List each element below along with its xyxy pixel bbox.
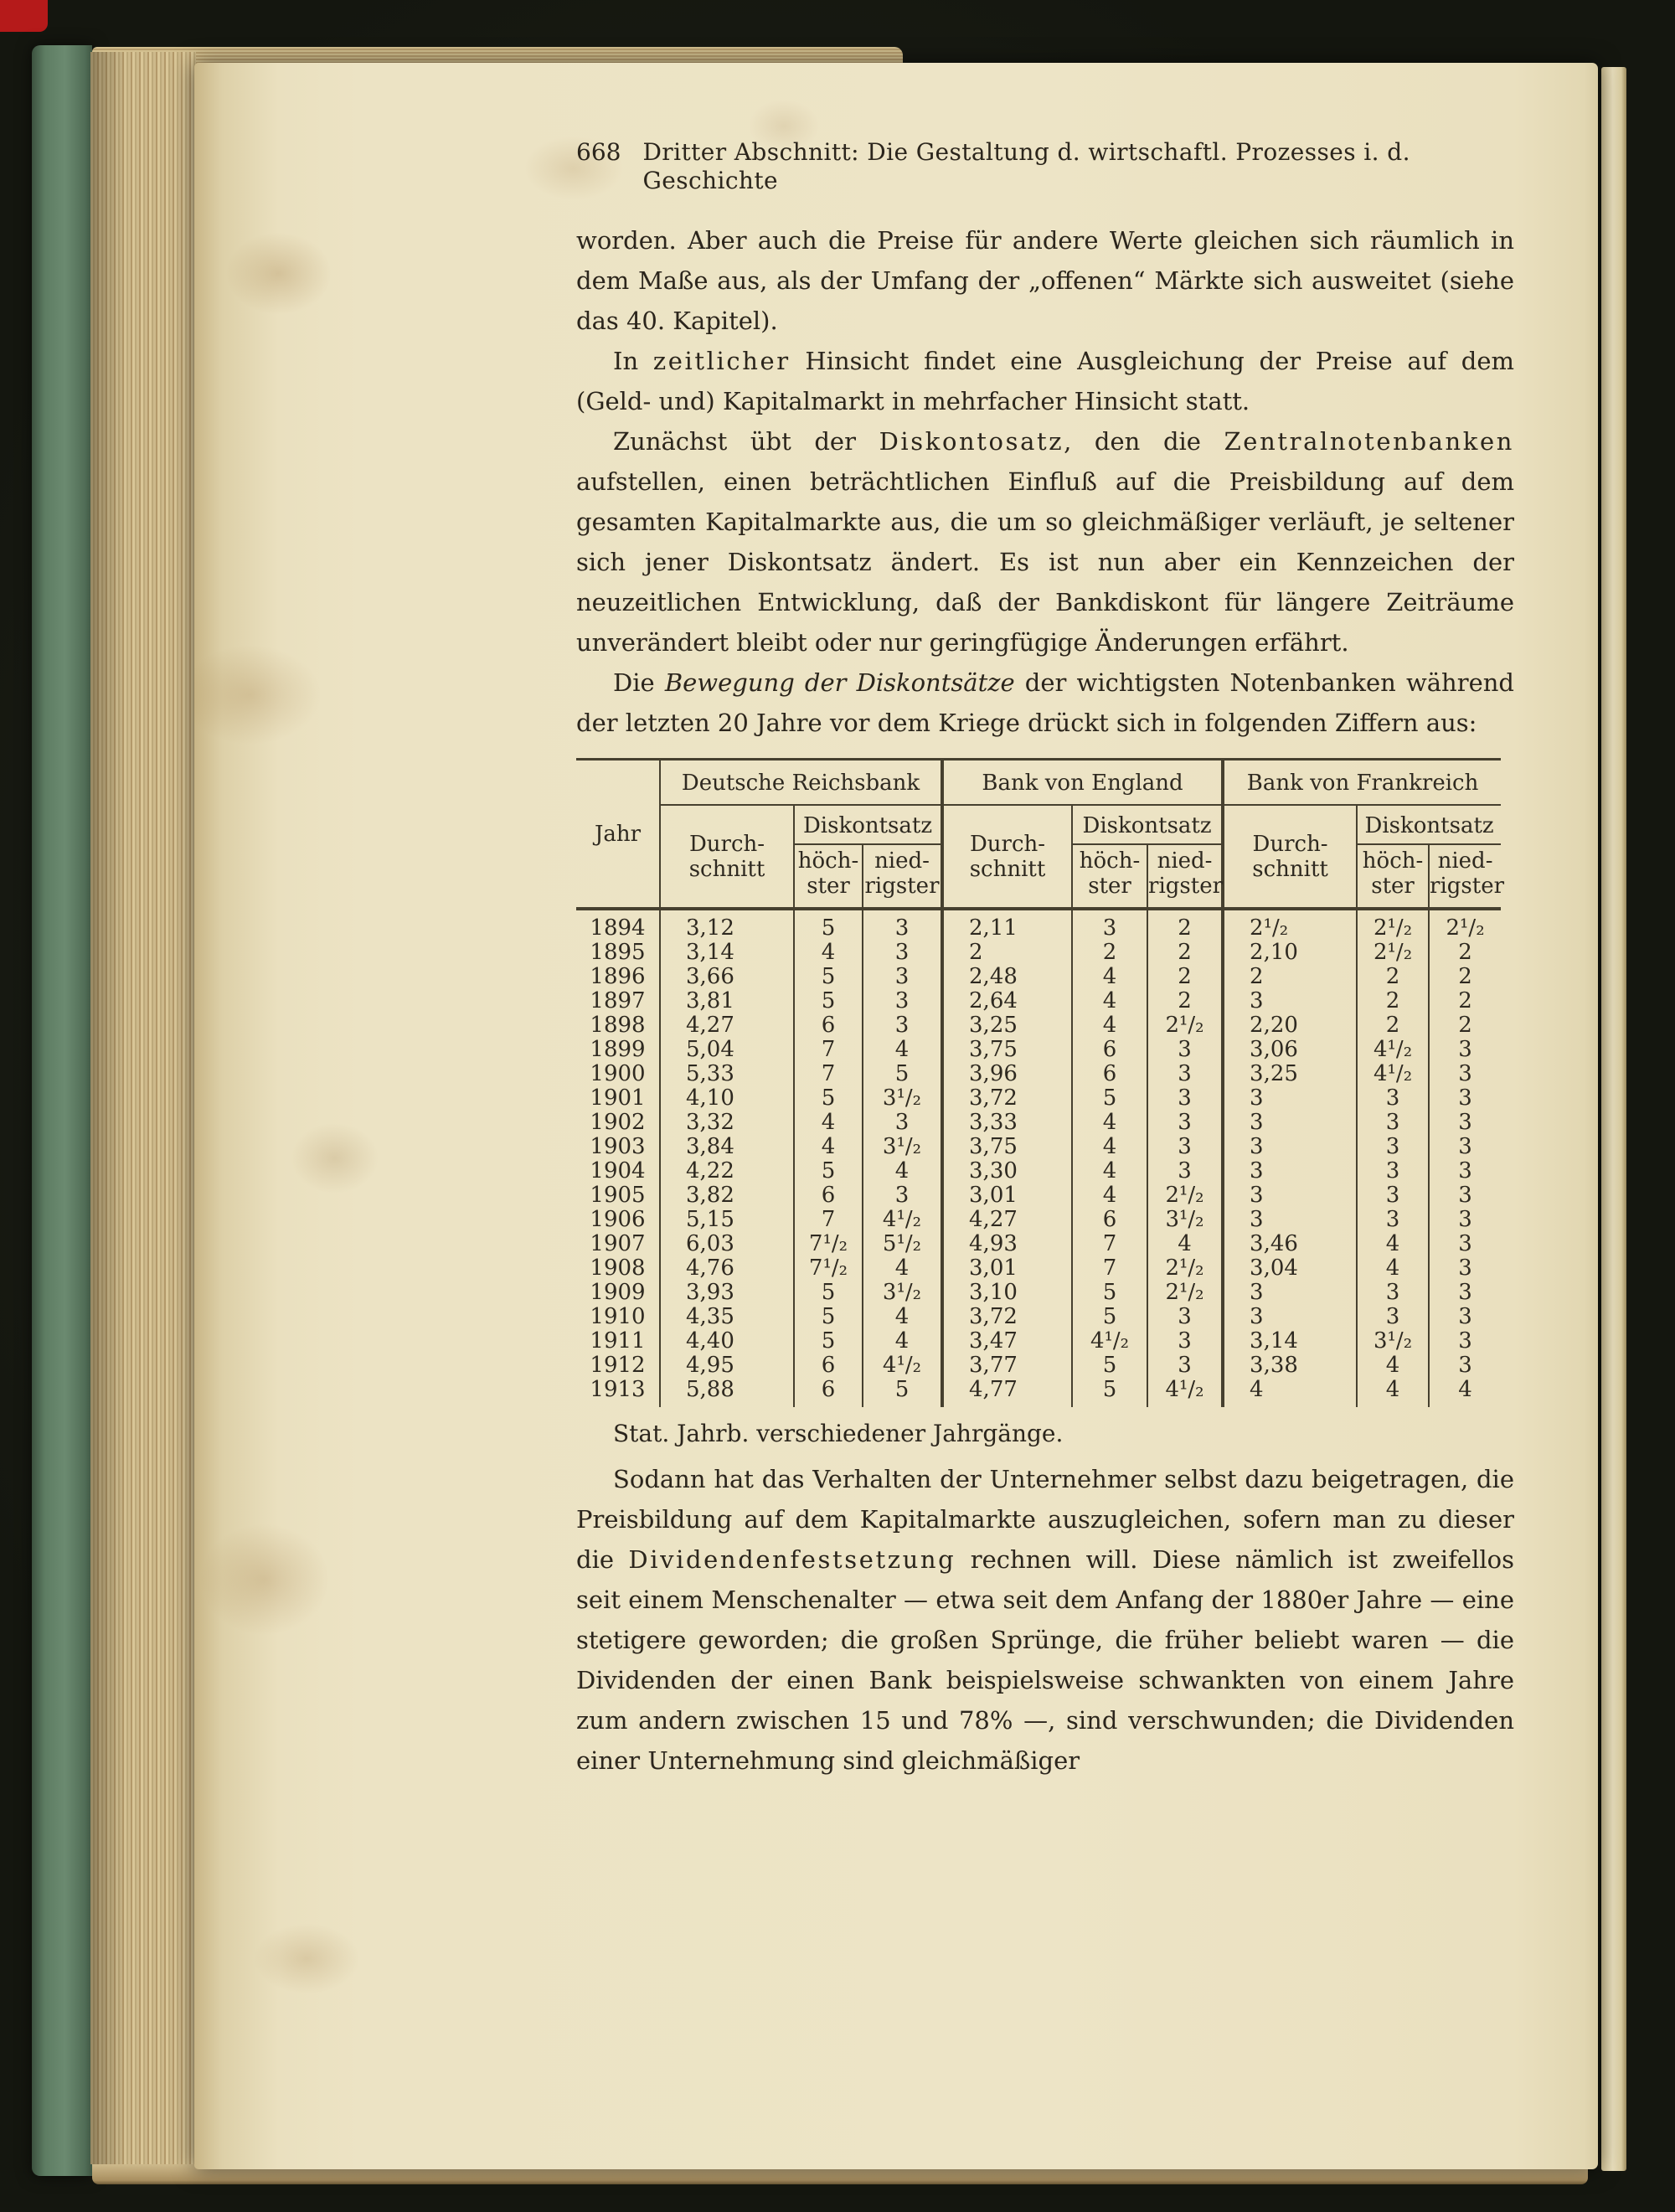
year-cell: 1910: [576, 1305, 660, 1329]
value-cell: 7: [794, 1062, 863, 1086]
table-row: [576, 1183, 1501, 1208]
value-cell: 2¹/₂: [1147, 1183, 1223, 1208]
value-cell: 3: [1357, 1208, 1429, 1232]
value-cell: 2: [1458, 964, 1472, 989]
col-group-frankreich: Bank von Frankreich: [1223, 760, 1501, 806]
text-segment: Diskontosatz: [879, 427, 1064, 456]
discount-table-body: [576, 909, 1501, 1407]
text-segment: Die: [613, 668, 665, 697]
year-cell: 1899: [576, 1038, 660, 1062]
value-cell: 2: [1147, 989, 1223, 1013]
value-cell: 4¹/₂: [863, 1353, 942, 1378]
value-cell: 3,75: [942, 1135, 1072, 1159]
text-segment: Zunächst übt der: [613, 427, 879, 456]
value-cell: 5: [1072, 1353, 1147, 1378]
value-cell: 2¹/₂: [1223, 909, 1357, 941]
value-cell: 3,01: [942, 1256, 1072, 1281]
col-header-durchschnitt: [942, 805, 1072, 909]
value-cell: 3: [1458, 1183, 1472, 1208]
value-cell: 2: [1147, 965, 1223, 989]
value-cell: 2: [1357, 1013, 1429, 1038]
value-cell: 3,96: [942, 1062, 1072, 1086]
year-cell: 1908: [576, 1256, 660, 1281]
value-cell: 3: [1458, 1134, 1472, 1159]
value-cell: 3,46: [1223, 1232, 1357, 1256]
text-segment: Bewegung der Diskontsätze: [664, 668, 1015, 697]
value-cell: 5: [1072, 1086, 1147, 1111]
value-cell: 3,25: [1223, 1062, 1357, 1086]
value-cell: 3,30: [942, 1159, 1072, 1183]
col-group-england: Bank von England: [942, 760, 1223, 806]
value-cell: 3¹/₂: [1147, 1208, 1223, 1232]
header-label-line: rigster: [1148, 874, 1224, 899]
value-cell: 2¹/₂: [1147, 1281, 1223, 1305]
year-cell: 1896: [576, 965, 660, 989]
value-cell: 3: [1357, 1111, 1429, 1135]
value-cell: 2: [1458, 988, 1472, 1013]
value-cell: 3: [1458, 1207, 1472, 1232]
value-cell: 2: [1357, 989, 1429, 1013]
value-cell: 6: [1072, 1038, 1147, 1062]
value-cell: 4: [794, 1111, 863, 1135]
col-header-hoechster: [794, 844, 863, 909]
table-row: [576, 1013, 1501, 1038]
value-cell: 4¹/₂: [1147, 1378, 1223, 1407]
value-cell: 5¹/₂: [863, 1232, 942, 1256]
value-cell: 3: [1147, 1086, 1223, 1111]
value-cell: 3: [863, 941, 942, 965]
book-cover-spine: [32, 45, 92, 2176]
value-cell: 4,27: [942, 1208, 1072, 1232]
header-label-line: höch-: [797, 848, 859, 874]
value-cell: 3: [1357, 1183, 1429, 1208]
value-cell: 3: [863, 965, 942, 989]
value-cell: 3,72: [942, 1086, 1072, 1111]
value-cell: 3: [1458, 1256, 1472, 1281]
text-segment: rechnen will. Diese nämlich ist zweifellos seit einem Menschenalter — etwa seit dem Anfang der 1880er Jahre — eine stetigere geworden; die großen Sprünge, die früher beliebt waren — die Dividenden der einen Bank beispielsweise schwankten von einem Jahre zum andern zwischen 15 und 78% —, sind verschwunden; die Dividenden einer Unternehmung sind gleichmäßiger: [576, 1545, 1514, 1775]
value-cell: 3,14: [660, 941, 794, 965]
value-cell: 3,84: [660, 1135, 794, 1159]
header-label-line: rigster: [1430, 874, 1505, 899]
value-cell: 4,10: [660, 1086, 794, 1111]
value-cell: 4,40: [660, 1329, 794, 1353]
value-cell: 3: [1458, 1353, 1472, 1378]
table-row: [576, 1062, 1501, 1086]
table-row: [576, 1038, 1501, 1062]
value-cell: 4,27: [660, 1013, 794, 1038]
value-cell: 4,93: [942, 1232, 1072, 1256]
value-cell: 3: [1147, 1111, 1223, 1135]
header-label-line: Durch-: [969, 831, 1046, 857]
value-cell: 3,33: [942, 1111, 1072, 1135]
value-cell: 3: [1147, 1038, 1223, 1062]
value-cell: 3,25: [942, 1013, 1072, 1038]
header-label-line: ster: [1088, 874, 1131, 899]
paragraph: [576, 663, 1514, 743]
value-cell: 5: [794, 1086, 863, 1111]
year-cell: 1901: [576, 1086, 660, 1111]
value-cell: 3: [1147, 1062, 1223, 1086]
value-cell: 3: [1223, 1183, 1357, 1208]
value-cell: 3: [1223, 1111, 1357, 1135]
value-cell: 3¹/₂: [1357, 1329, 1429, 1353]
year-cell: 1913: [576, 1378, 660, 1407]
value-cell: 3: [1147, 1353, 1223, 1378]
header-label-line: ster: [1371, 874, 1415, 899]
table-row: [576, 965, 1501, 989]
text-segment: zeitlicher: [652, 347, 791, 375]
value-cell: 2: [1147, 909, 1223, 941]
paragraph: [576, 1459, 1514, 1781]
value-cell: 4: [794, 1135, 863, 1159]
value-cell: 3: [1223, 989, 1357, 1013]
value-cell: 5: [1072, 1281, 1147, 1305]
value-cell: 3: [1458, 1304, 1472, 1329]
value-cell: 3: [863, 989, 942, 1013]
table-row: [576, 1256, 1501, 1281]
value-cell: 4: [1357, 1353, 1429, 1378]
subheader-row-1: [576, 805, 1501, 844]
value-cell: 3: [1223, 1086, 1357, 1111]
value-cell: 4,77: [942, 1378, 1072, 1407]
value-cell: 7¹/₂: [794, 1232, 863, 1256]
value-cell: 5: [863, 1062, 942, 1086]
value-cell: 5,15: [660, 1208, 794, 1232]
value-cell: 4: [1072, 1159, 1147, 1183]
year-cell: 1900: [576, 1062, 660, 1086]
year-cell: 1912: [576, 1353, 660, 1378]
value-cell: 3: [1458, 1037, 1472, 1062]
year-cell: 1907: [576, 1232, 660, 1256]
value-cell: 3,81: [660, 989, 794, 1013]
value-cell: 3,14: [1223, 1329, 1357, 1353]
year-cell: 1911: [576, 1329, 660, 1353]
value-cell: 3: [1458, 1061, 1472, 1086]
year-cell: 1906: [576, 1208, 660, 1232]
col-group-reichsbank: Deutsche Reichsbank: [660, 760, 942, 806]
value-cell: 3,38: [1223, 1353, 1357, 1378]
value-cell: 5: [794, 1281, 863, 1305]
value-cell: 5: [794, 1159, 863, 1183]
text-segment: Hinsicht findet eine Ausgleichung der Preise auf dem (Geld- und) Kapitalmarkt in mehrfacher Hinsicht statt.: [576, 347, 1514, 415]
group-header-row: [576, 760, 1501, 806]
value-cell: 6,03: [660, 1232, 794, 1256]
value-cell: 3: [1147, 1159, 1223, 1183]
table-row: [576, 941, 1501, 965]
value-cell: 3: [863, 1013, 942, 1038]
table-row: [576, 1378, 1501, 1407]
value-cell: 4: [863, 1305, 942, 1329]
value-cell: 4: [1147, 1232, 1223, 1256]
value-cell: 3,75: [942, 1038, 1072, 1062]
value-cell: 3: [1458, 1110, 1472, 1135]
running-title: Dritter Abschnitt: Die Gestaltung d. wirtschaftl. Prozesses i. d. Geschichte: [642, 138, 1410, 194]
value-cell: 5,88: [660, 1378, 794, 1407]
value-cell: 2: [1072, 941, 1147, 965]
col-header-hoechster: [1072, 844, 1147, 909]
value-cell: 2¹/₂: [1446, 915, 1485, 941]
value-cell: 2,64: [942, 989, 1072, 1013]
value-cell: 5: [794, 909, 863, 941]
year-cell: 1894: [576, 909, 660, 941]
table-row: [576, 1329, 1501, 1353]
value-cell: 5: [794, 965, 863, 989]
col-header-diskontsatz: Diskontsatz: [1357, 805, 1501, 844]
col-header-durchschnitt: [660, 805, 794, 909]
value-cell: 3,82: [660, 1183, 794, 1208]
header-label-line: höch-: [1079, 848, 1141, 874]
table-row: [576, 1208, 1501, 1232]
value-cell: 4¹/₂: [1072, 1329, 1147, 1353]
value-cell: 3: [863, 909, 942, 941]
value-cell: 7: [1072, 1232, 1147, 1256]
value-cell: 5: [863, 1378, 942, 1407]
table-row: [576, 1159, 1501, 1183]
value-cell: 6: [794, 1183, 863, 1208]
value-cell: 3: [1147, 1135, 1223, 1159]
value-cell: 3: [1223, 1305, 1357, 1329]
text-segment: aufstellen, einen beträchtlichen Einfluß auf die Preisbildung auf dem gesamten Kapitalmarkte aus, die um so gleichmäßiger verläuft, je seltener sich jener Diskontsatz ändert. Es ist nun aber ein Kennzeichen der neuzeitlichen Entwicklung, daß der Bankdiskont für längere Zeiträume unverändert bleibt oder nur geringfügige Änderungen erfährt.: [576, 467, 1514, 657]
table-row: [576, 1353, 1501, 1378]
col-header-niedrigster: [1429, 844, 1505, 909]
value-cell: 4: [1072, 965, 1147, 989]
value-cell: 2: [1458, 1013, 1472, 1038]
value-cell: 3: [1223, 1208, 1357, 1232]
header-label-line: nied-: [1157, 848, 1213, 874]
year-cell: 1898: [576, 1013, 660, 1038]
value-cell: 4¹/₂: [1357, 1038, 1429, 1062]
value-cell: 7: [1072, 1256, 1147, 1281]
value-cell: 2,48: [942, 965, 1072, 989]
col-header-jahr: Jahr: [576, 760, 660, 910]
value-cell: 2,11: [942, 909, 1072, 941]
value-cell: 4¹/₂: [1357, 1062, 1429, 1086]
book-page: [194, 63, 1598, 2169]
value-cell: 4¹/₂: [863, 1208, 942, 1232]
header-label-line: rigster: [864, 874, 940, 899]
value-cell: 7: [794, 1208, 863, 1232]
value-cell: 4: [1458, 1377, 1472, 1402]
value-cell: 6: [1072, 1062, 1147, 1086]
header-label-line: nied-: [874, 848, 930, 874]
value-cell: 3: [1458, 1158, 1472, 1183]
value-cell: 3: [1072, 909, 1147, 941]
col-header-durchschnitt: [1223, 805, 1357, 909]
value-cell: 4: [1072, 989, 1147, 1013]
value-cell: 5: [1072, 1378, 1147, 1407]
value-cell: 3,93: [660, 1281, 794, 1305]
header-label-line: schnitt: [969, 856, 1046, 882]
value-cell: 3: [1458, 1328, 1472, 1353]
text-segment: Sodann hat das Verhalten der Unternehmer selbst dazu beigetragen, die Preisbildung auf dem Kapitalmarkte auszugleichen, sofern man zu dieser die: [576, 1465, 1514, 1574]
value-cell: 5: [794, 1329, 863, 1353]
value-cell: 3,12: [660, 909, 794, 941]
value-cell: 7: [794, 1038, 863, 1062]
value-cell: 4: [1072, 1183, 1147, 1208]
value-cell: 2: [942, 941, 1072, 965]
value-cell: 6: [794, 1353, 863, 1378]
value-cell: 3: [1458, 1280, 1472, 1305]
value-cell: 3: [1357, 1281, 1429, 1305]
value-cell: 3¹/₂: [863, 1135, 942, 1159]
col-header-diskontsatz: Diskontsatz: [794, 805, 942, 844]
value-cell: 5: [1072, 1305, 1147, 1329]
value-cell: 2: [1458, 940, 1472, 965]
value-cell: 3,32: [660, 1111, 794, 1135]
header-label-line: schnitt: [688, 856, 765, 882]
value-cell: 4,22: [660, 1159, 794, 1183]
value-cell: 2¹/₂: [1357, 909, 1429, 941]
red-corner-mark: [0, 0, 48, 32]
text-segment: , den die: [1064, 427, 1224, 456]
value-cell: 2: [1147, 941, 1223, 965]
source-note: Stat. Jahrb. verschiedener Jahrgänge.: [613, 1420, 1064, 1447]
paragraphs-bottom: [576, 1459, 1514, 1781]
col-header-niedrigster: [1147, 844, 1223, 909]
paragraph: [576, 421, 1514, 663]
table-row: [576, 1281, 1501, 1305]
text-segment: Dividendenfestsetzung: [628, 1545, 956, 1574]
value-cell: 4: [1357, 1232, 1429, 1256]
value-cell: 3,72: [942, 1305, 1072, 1329]
paragraph: [576, 220, 1514, 341]
header-label-line: nied-: [1437, 848, 1493, 874]
header-label-line: ster: [807, 874, 850, 899]
value-cell: 3,10: [942, 1281, 1072, 1305]
value-cell: 4: [1072, 1013, 1147, 1038]
value-cell: 4: [1357, 1256, 1429, 1281]
value-cell: 3: [863, 1111, 942, 1135]
value-cell: 3,01: [942, 1183, 1072, 1208]
value-cell: 4: [1072, 1111, 1147, 1135]
value-cell: 4: [863, 1329, 942, 1353]
header-label-line: schnitt: [1252, 856, 1328, 882]
year-cell: 1909: [576, 1281, 660, 1305]
table-row: [576, 1135, 1501, 1159]
value-cell: 4: [1357, 1378, 1429, 1407]
table-row: [576, 1305, 1501, 1329]
value-cell: 6: [1072, 1208, 1147, 1232]
discount-rate-table: [576, 758, 1505, 1407]
table-row: [576, 909, 1501, 941]
value-cell: 2¹/₂: [1357, 941, 1429, 965]
value-cell: 4: [863, 1038, 942, 1062]
table-row: [576, 1086, 1501, 1111]
year-cell: 1897: [576, 989, 660, 1013]
value-cell: 4: [863, 1159, 942, 1183]
paragraph: [576, 341, 1514, 421]
value-cell: 3: [1223, 1159, 1357, 1183]
value-cell: 6: [794, 1378, 863, 1407]
value-cell: 3: [1147, 1329, 1223, 1353]
year-cell: 1902: [576, 1111, 660, 1135]
value-cell: 7¹/₂: [794, 1256, 863, 1281]
header-label-line: Durch-: [688, 831, 765, 857]
value-cell: 3,66: [660, 965, 794, 989]
value-cell: 3,06: [1223, 1038, 1357, 1062]
value-cell: 3¹/₂: [863, 1086, 942, 1111]
value-cell: 2: [1357, 965, 1429, 989]
value-cell: 5,33: [660, 1062, 794, 1086]
header-label-line: höch-: [1362, 848, 1424, 874]
value-cell: 3: [1458, 1085, 1472, 1111]
col-header-hoechster: [1357, 844, 1429, 909]
table-row: [576, 1111, 1501, 1135]
value-cell: 3¹/₂: [863, 1281, 942, 1305]
value-cell: 2: [1223, 965, 1357, 989]
year-cell: 1904: [576, 1159, 660, 1183]
facing-page-sliver: [1601, 67, 1626, 2171]
value-cell: 3: [1357, 1305, 1429, 1329]
value-cell: 3: [1223, 1135, 1357, 1159]
value-cell: 4: [1223, 1378, 1357, 1407]
value-cell: 4: [794, 941, 863, 965]
value-cell: 2,20: [1223, 1013, 1357, 1038]
value-cell: 4: [863, 1256, 942, 1281]
col-header-diskontsatz: Diskontsatz: [1072, 805, 1223, 844]
value-cell: 4,76: [660, 1256, 794, 1281]
value-cell: 3: [1147, 1305, 1223, 1329]
value-cell: 5: [794, 1305, 863, 1329]
value-cell: 6: [794, 1013, 863, 1038]
text-segment: worden. Aber auch die Preise für andere Werte gleichen sich räumlich in dem Maße aus, als der Umfang der „offenen“ Märkte sich ausweitet (siehe das 40. Kapitel).: [576, 226, 1514, 335]
page-number: 668: [576, 138, 621, 166]
table-row: [576, 989, 1501, 1013]
value-cell: 3: [1357, 1135, 1429, 1159]
value-cell: 4,35: [660, 1305, 794, 1329]
value-cell: 3,04: [1223, 1256, 1357, 1281]
value-cell: 5,04: [660, 1038, 794, 1062]
value-cell: 3,77: [942, 1353, 1072, 1378]
value-cell: 3: [863, 1183, 942, 1208]
table-row: [576, 1232, 1501, 1256]
text-segment: der wichtigsten Notenbanken während der letzten 20 Jahre vor dem Kriege drückt sich in folgenden Ziffern aus:: [576, 668, 1514, 737]
value-cell: 5: [794, 989, 863, 1013]
value-cell: 2,10: [1223, 941, 1357, 965]
page-stack-edges: [90, 52, 196, 2164]
paragraphs-top: [576, 220, 1514, 743]
value-cell: 4,95: [660, 1353, 794, 1378]
text-segment: In: [613, 347, 653, 375]
year-cell: 1903: [576, 1135, 660, 1159]
col-header-niedrigster: [863, 844, 942, 909]
value-cell: 3: [1223, 1281, 1357, 1305]
value-cell: 3: [1357, 1159, 1429, 1183]
value-cell: 4: [1072, 1135, 1147, 1159]
page-content: [576, 138, 1514, 1781]
value-cell: 3,47: [942, 1329, 1072, 1353]
year-cell: 1895: [576, 941, 660, 965]
value-cell: 3: [1357, 1086, 1429, 1111]
text-segment: Zentralnotenbanken: [1224, 427, 1515, 456]
value-cell: 2¹/₂: [1147, 1013, 1223, 1038]
running-head: [576, 138, 1514, 195]
value-cell: 3: [1458, 1231, 1472, 1256]
header-label-line: Durch-: [1252, 831, 1328, 857]
year-cell: 1905: [576, 1183, 660, 1208]
value-cell: 2¹/₂: [1147, 1256, 1223, 1281]
